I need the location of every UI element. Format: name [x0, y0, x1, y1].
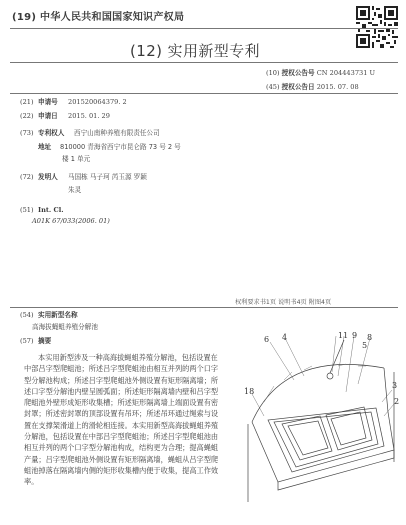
callout-2: 2: [394, 397, 400, 406]
field-code: (73): [20, 129, 34, 137]
callout-5: 5: [362, 341, 368, 350]
title-divider: [10, 62, 398, 63]
cover-edge: [384, 368, 388, 412]
patentee: [20, 129, 160, 137]
callout-18: 18: [244, 387, 255, 396]
int-cl: [20, 206, 68, 214]
field-code: (54): [20, 311, 34, 319]
callout-11: 11: [338, 332, 349, 340]
field-code: (10): [266, 69, 280, 77]
field-label: 地址: [38, 143, 52, 151]
inventors: [20, 173, 147, 181]
field-code: (21): [20, 98, 34, 106]
field-label: 摘要: [38, 337, 52, 345]
field-value: 西宁山南种养殖有限责任公司: [74, 129, 160, 137]
abstract-heading: [20, 337, 51, 345]
filing-date: [20, 112, 110, 120]
base-outline: [252, 412, 394, 482]
office-name: (19) 中华人民共和国国家知识产权局: [12, 12, 185, 23]
document-type: (12) 实用新型专利: [130, 42, 260, 60]
field-code: (72): [20, 173, 34, 181]
pages-divider: [10, 307, 398, 308]
field-code: (51): [20, 206, 34, 214]
application-number: [20, 98, 127, 106]
field-code: (22): [20, 112, 34, 120]
callout-8: 8: [367, 333, 373, 342]
field-value: 810000 青海省西宁市昆仑路 73 号 2 号: [60, 143, 181, 151]
address-line-2: 楼 1 单元: [62, 155, 91, 163]
abstract-figure: [234, 332, 402, 514]
utility-model-name-heading: [20, 311, 78, 319]
field-label: 实用新型名称: [38, 311, 78, 319]
field-label: 授权公告日: [281, 83, 315, 91]
inventors-line-2: 朱灵: [68, 186, 82, 194]
patentee-address: [38, 143, 181, 151]
abstract-text: 本实用新型涉及一种高海拔蝇蛆养殖分解池，包括设置在中部吕字型爬蛆池；所述吕字型爬蛆池由相互并列的两个口字型分解池构成；所述吕字型爬蛆池外侧设置有矩形隔离墙；所述口字型分解池内壁呈圆弧面；所述矩形隔离墙内壁和吕字型爬蛆池外壁形成矩形收集槽；所述矩形隔离墙上端面设置有密封罩；所述密封罩的顶部设置有吊环；所述吊环通过绳索与设置在支撑架滑道上的滑轮相连接。本实用新型高海拔蝇蛆养殖分解池，包括设置在中部吕字型爬蛆池；所述吕字型爬蛆池由相互并列的两个口字型分解池构成，结构更为合理；提高蝇蛆产量；吕字型爬蛆池外侧设置有矩形隔离墙，蝇蛆从吕字型爬蛆池掉落在隔离墙内侧的矩形收集槽内便于收集，提高工作效率。: [24, 353, 219, 487]
grant-publication-number: [266, 69, 375, 77]
field-label: 授权公告号: [281, 69, 315, 77]
int-cl-value: A01K 67/033(2006. 01): [32, 217, 110, 225]
field-label: 申请号: [38, 98, 58, 106]
qr-code-icon: [356, 6, 398, 48]
field-value: 201520064379. 2: [68, 98, 127, 106]
callout-6: 6: [264, 335, 270, 344]
callout-4: 4: [282, 333, 288, 342]
pool-right: [326, 407, 372, 450]
field-label: 专利权人: [38, 129, 65, 137]
callout-9: 9: [352, 332, 358, 340]
field-label: 发明人: [38, 173, 58, 181]
cover-outline: [252, 364, 384, 422]
field-label: 申请日: [38, 112, 58, 120]
page-counts: 权利要求书1页 说明书4页 附图4页: [235, 299, 332, 306]
header-divider: [10, 28, 398, 29]
field-code: (45): [266, 83, 280, 91]
field-value: CN 204443731 U: [316, 69, 376, 77]
field-code: (57): [20, 337, 34, 345]
pubinfo-divider: [10, 93, 398, 94]
field-label: Int. Cl.: [38, 206, 64, 214]
utility-model-title: 高海拔蝇蛆养殖分解池: [32, 323, 98, 331]
grant-publication-date: [266, 83, 359, 91]
field-value: 2015. 07. 08: [316, 83, 359, 91]
field-value: 马国栋 马子珂 芮玉源 罗颖: [68, 173, 147, 181]
callout-3: 3: [392, 381, 398, 390]
field-value: 2015. 01. 29: [68, 112, 110, 120]
